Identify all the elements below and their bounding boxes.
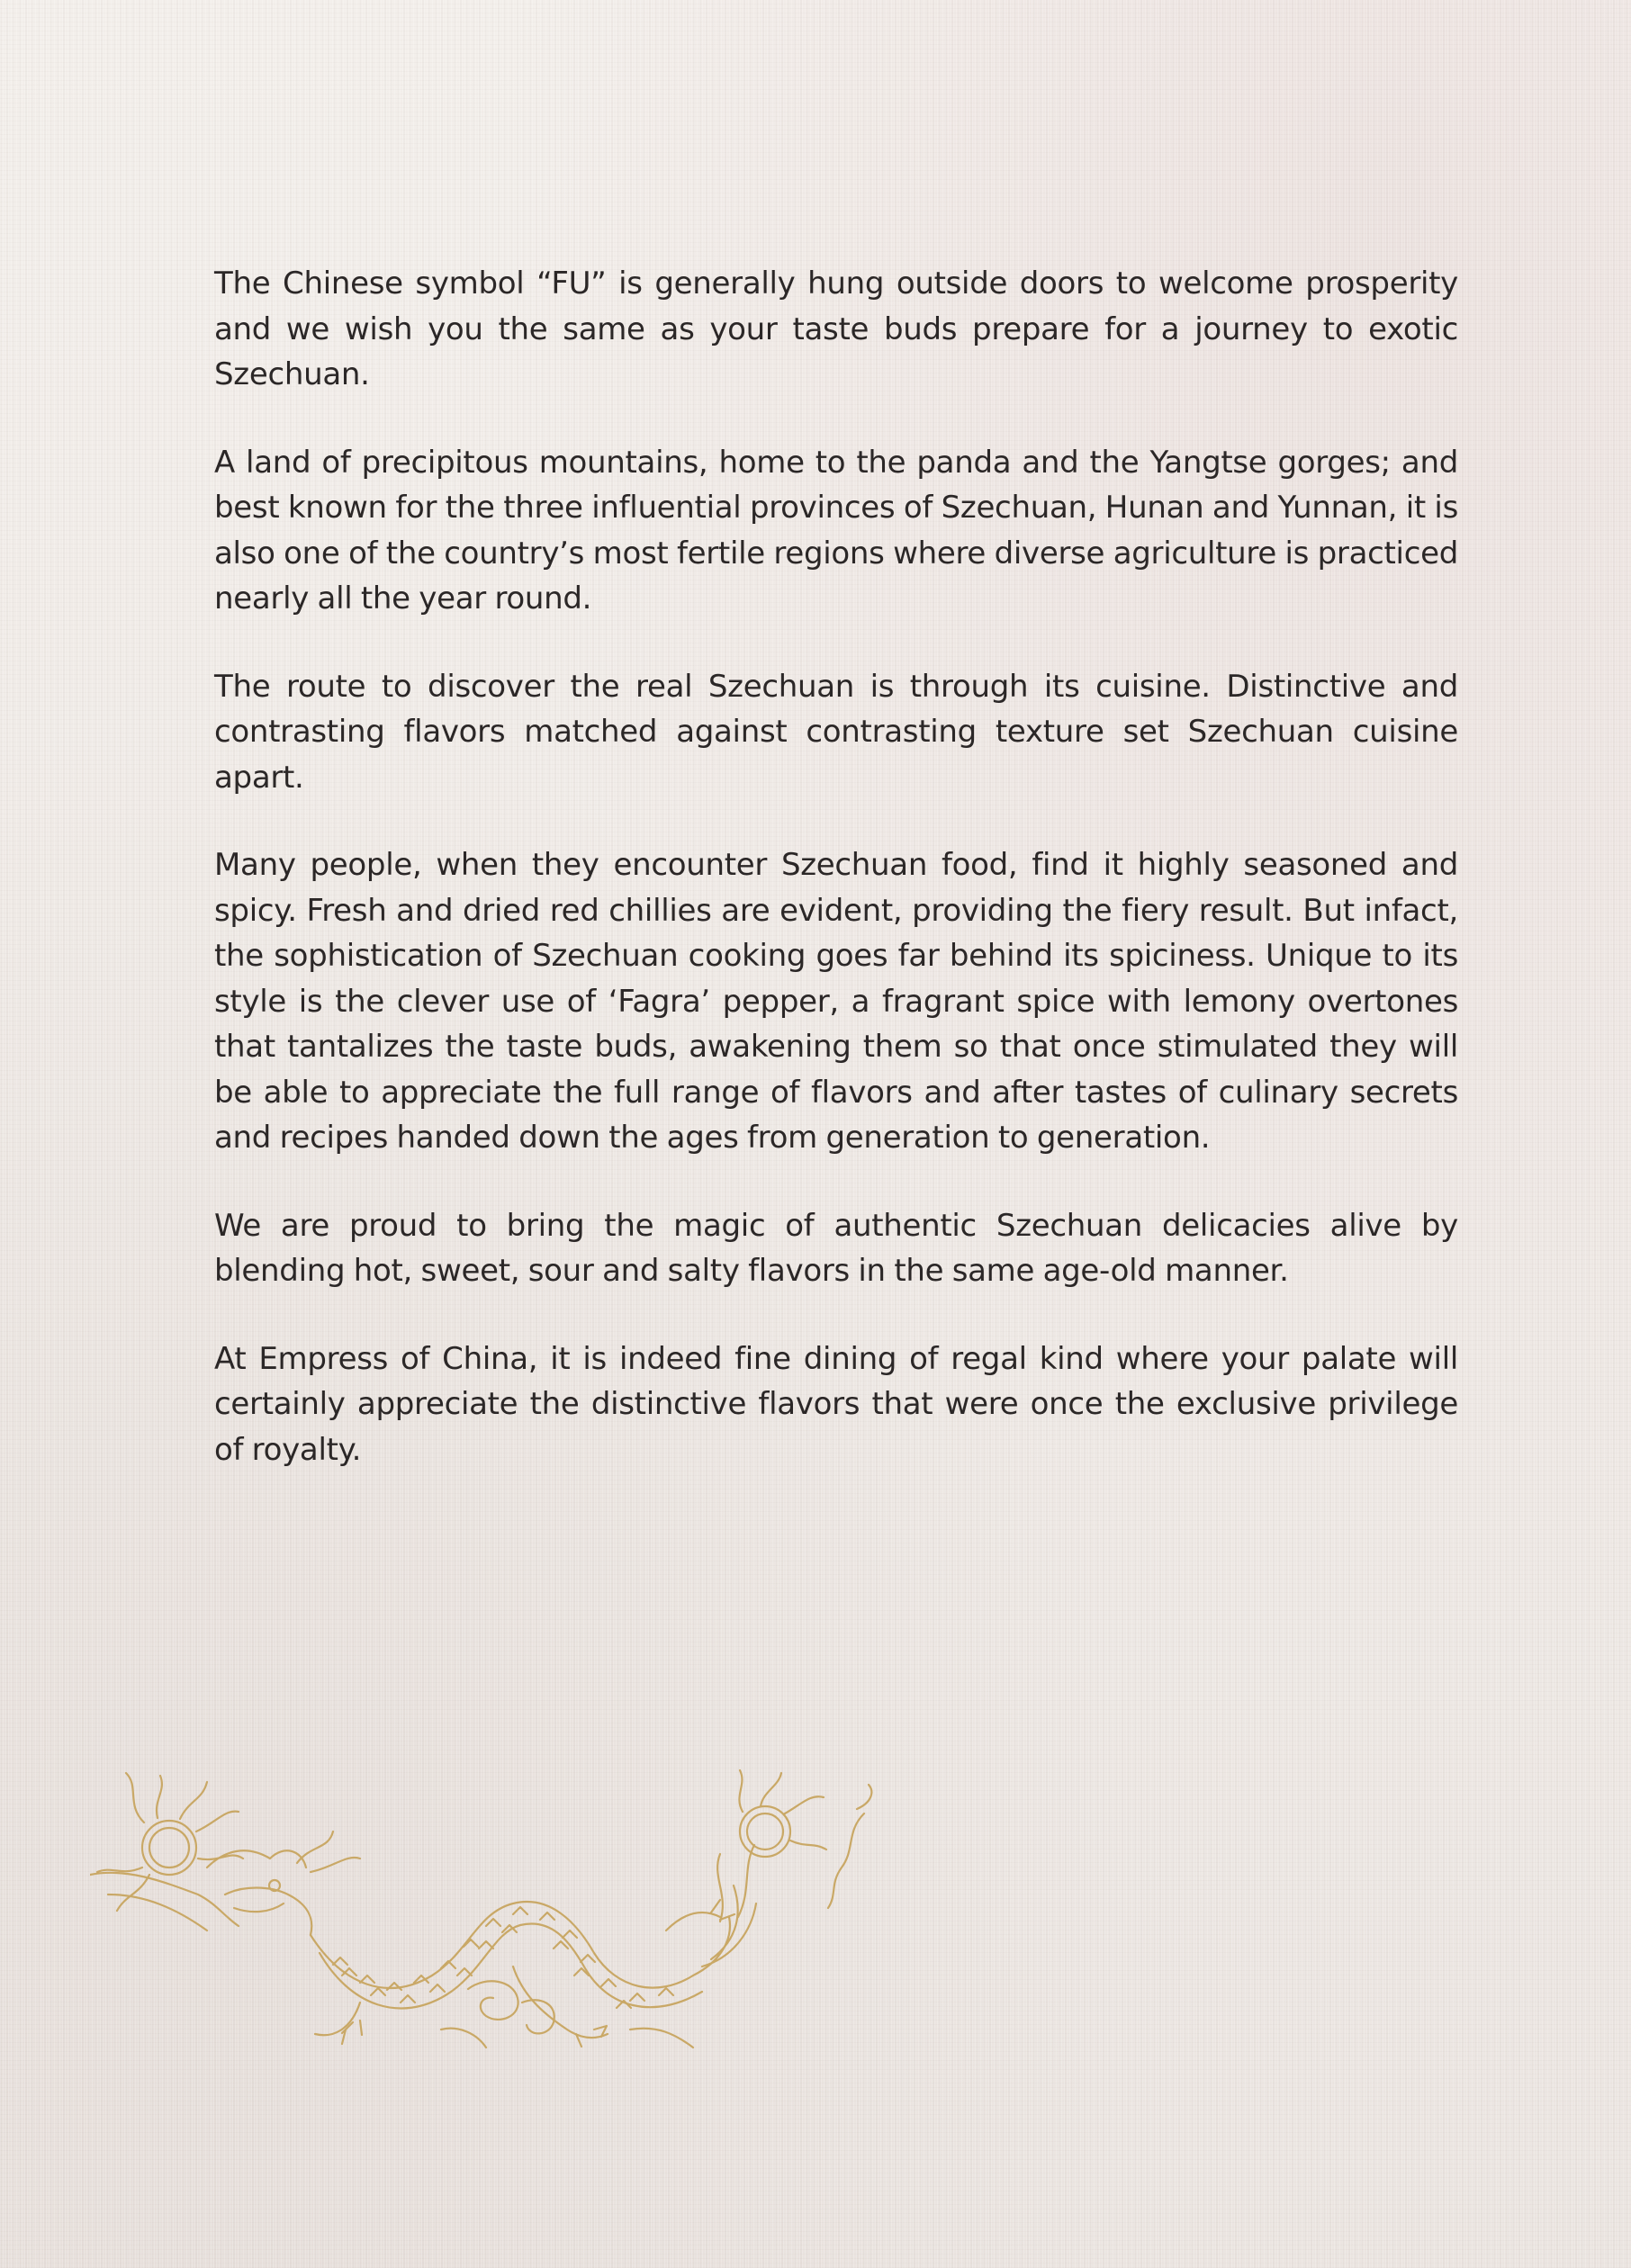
paragraph-cuisine-route: The route to discover the real Szechuan is through its cuisine. Distinctive and contrasting flavors matched against contrasting texture set Szechuan cuisine apart.: [214, 668, 1458, 796]
dragon-claws: [315, 1900, 734, 2047]
dragon-head: [90, 1832, 360, 1935]
paragraph-empress-of-china: At Empress of China, it is indeed fine dining of regal kind where your palate will certainly appreciate the distinctive flavors that were once the exclusive privilege of royalty.: [214, 1340, 1458, 1468]
intro-text-block: [214, 261, 1458, 1515]
dragon-illustration: [90, 1760, 882, 2066]
paragraph-land-description: A land of precipitous mountains, home to the panda and the Yangtse gorges; and best known for the three influential provinces of Szechuan, Hunan and Yunnan, it is also one of the country’s most fertile regions where diverse agriculture is practiced nearly all the year round.: [214, 444, 1458, 616]
flaming-pearl-icon: [739, 1770, 871, 1908]
paragraph-fu-symbol: The Chinese symbol “FU” is generally hung outside doors to welcome prosperity and we wish you the same as your taste buds prepare for a journey to exotic Szechuan.: [214, 266, 1458, 392]
paragraph-authentic-delicacies: We are proud to bring the magic of authentic Szechuan delicacies alive by blending hot, sweet, sour and salty flavors in the same age-old manner.: [214, 1207, 1458, 1289]
cloud-swirl: [441, 1981, 693, 2048]
dragon-body: [311, 1902, 702, 2008]
paragraph-spice-sophistication: Many people, when they encounter Szechuan food, find it highly seasoned and spicy. Fresh and dried red chillies are evident, providing the fiery result. But infact, the sophistication of Szechuan cooking goes far behind its spiciness. Unique to its style is the clever use of ‘Fagra’ pepper, a fragrant spice with lemony overtones that tantalizes the taste buds, awakening them so that once stimulated they will be able to appreciate the full range of flavors and after tastes of culinary secrets and recipes handed down the ages from generation to generation.: [214, 847, 1458, 1156]
flaming-pearl-icon: [97, 1773, 243, 1911]
tail-flames: [693, 1845, 756, 1976]
